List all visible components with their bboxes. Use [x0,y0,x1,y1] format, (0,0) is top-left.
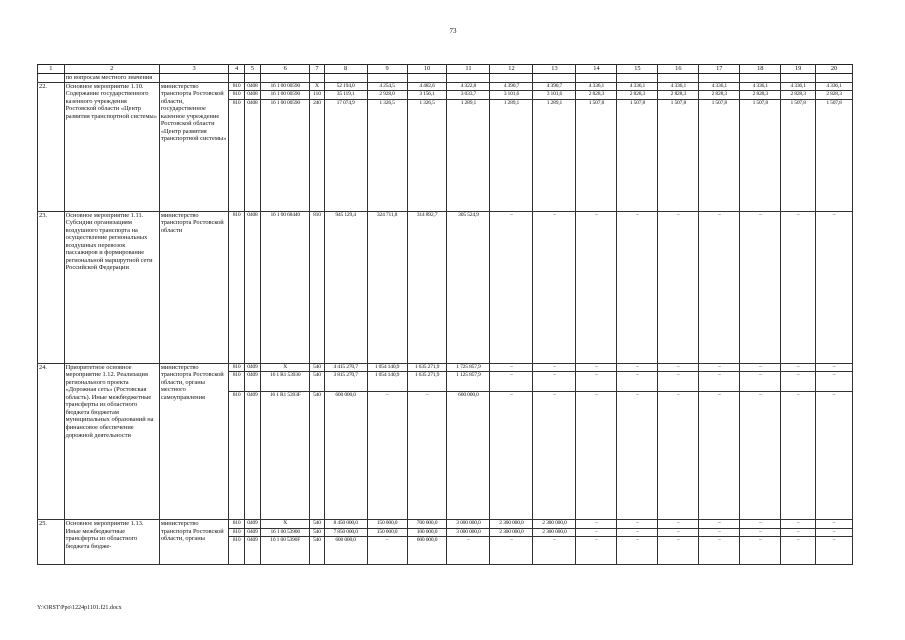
amount-cell: 1 635 271,9 [407,363,447,372]
amount-cell: 600 000,0 [447,392,490,520]
amount-cell: – [658,211,699,363]
column-header: 10 [407,65,447,74]
budget-code-cell: 16 1 R1 5393F [261,392,310,520]
empty-cell [244,74,260,83]
column-number-row [38,65,853,74]
budget-code-cell: 0409 [244,520,260,529]
empty-cell [261,74,310,83]
empty-cell [324,74,367,83]
amount-cell: 600 000,0 [324,537,367,565]
amount-cell: 305 524,9 [447,211,490,363]
budget-code-cell: Х [310,82,324,91]
amount-cell: 4 254,5 [367,82,407,91]
executor-name: министерство транспорта Ростовской области [159,211,229,363]
amount-cell: 4 482,6 [407,82,447,91]
amount-cell: – [740,372,781,392]
amount-cell: 2 828,3 [781,91,816,100]
amount-cell: – [576,392,617,520]
budget-code-cell: 0408 [244,211,260,363]
amount-cell: – [658,392,699,520]
amount-cell: – [490,372,533,392]
budget-code-cell: 16 1 00 68440 [261,211,310,363]
amount-cell: – [781,372,816,392]
column-header: 11 [447,65,490,74]
amount-cell: – [576,363,617,372]
amount-cell: 3 000 000,0 [447,528,490,537]
empty-cell [447,74,490,83]
amount-cell: 324 711,8 [367,211,407,363]
amount-cell: – [781,392,816,520]
amount-cell: – [367,537,407,565]
budget-code-cell: 810 [310,211,324,363]
amount-cell: – [617,363,658,372]
amount-cell: 100 000,0 [407,528,447,537]
budget-code-cell: 0409 [244,528,260,537]
amount-cell: – [658,372,699,392]
measure-description: Основное мероприятие 1.13. Иные межбюджетные трансферты из областного бюджета бюдже- [64,520,159,565]
amount-cell: 945 129,4 [324,211,367,363]
amount-cell: – [699,528,740,537]
amount-cell: – [576,520,617,529]
amount-cell: 2 300 000,0 [490,528,533,537]
column-header: 13 [533,65,576,74]
budget-code-cell: 110 [310,91,324,100]
amount-cell: 4 390,7 [533,82,576,91]
measure-description: Приоритетное основное мероприятие 1.12. Реализация регионального проекта «Дорожная сеть» (Ростовская область). Иные межбюджетные трансферты из областного бюджета бюджетам муниципальных образований на финансовое обеспечение дорожной деятельности [64,363,159,520]
empty-cell [576,74,617,83]
amount-cell: 1 289,1 [490,99,533,211]
budget-code-cell: 0409 [244,372,260,392]
amount-cell: 4 336,1 [576,82,617,91]
amount-cell: 314 892,7 [407,211,447,363]
column-header: 19 [781,65,816,74]
amount-cell: – [490,537,533,565]
empty-cell [699,74,740,83]
amount-cell: – [490,211,533,363]
executor-name: министерство транспорта Ростовской области, органы местного самоуправления [159,363,229,520]
budget-code-cell: 16 1 00 00590 [261,82,310,91]
amount-cell: – [816,211,853,363]
amount-cell: 2 828,3 [816,91,853,100]
amount-cell: 2 828,3 [740,91,781,100]
column-header: 20 [816,65,853,74]
amount-cell: – [617,537,658,565]
empty-cell [533,74,576,83]
empty-cell [490,74,533,83]
budget-code-cell: Х [261,363,310,372]
amount-cell: – [658,537,699,565]
amount-cell: – [740,363,781,372]
amount-cell: 3 815 270,7 [324,372,367,392]
budget-code-cell: 0408 [244,99,260,211]
amount-cell: 150 000,0 [367,520,407,529]
amount-cell: 2 828,3 [658,91,699,100]
budget-code-cell: 0408 [244,91,260,100]
budget-code-cell: 810 [229,363,244,372]
amount-cell: 1 326,5 [407,99,447,211]
column-header: 3 [159,65,229,74]
amount-cell: – [740,520,781,529]
amount-cell: – [781,520,816,529]
budget-code-cell: 16 1 00 53900 [261,528,310,537]
amount-cell: 600 000,0 [324,392,367,520]
budget-code-cell: 540 [310,520,324,529]
amount-cell: 1 054 140,9 [367,372,407,392]
empty-cell [407,74,447,83]
amount-cell: 3 101,6 [533,91,576,100]
amount-cell: – [816,528,853,537]
amount-cell: – [816,537,853,565]
page-number: 73 [449,27,457,35]
empty-cell [310,74,324,83]
empty-cell [740,74,781,83]
amount-cell: – [533,372,576,392]
amount-cell: – [658,520,699,529]
budget-code-cell: 810 [229,392,244,520]
amount-cell: 3 101,6 [490,91,533,100]
amount-cell: – [740,528,781,537]
row-number: 24. [38,363,65,520]
column-header: 14 [576,65,617,74]
budget-code-cell: 240 [310,99,324,211]
amount-cell: – [781,528,816,537]
amount-cell: 3 033,7 [447,91,490,100]
empty-cell [658,74,699,83]
amount-cell: 600 000,0 [407,537,447,565]
budget-code-cell: 810 [229,99,244,211]
budget-code-cell: 540 [310,537,324,565]
budget-code-cell: 0409 [244,392,260,520]
amount-cell: 1 507,8 [740,99,781,211]
amount-cell: – [740,392,781,520]
amount-cell: 4 322,8 [447,82,490,91]
amount-cell: – [533,392,576,520]
amount-cell: – [367,392,407,520]
column-header: 6 [261,65,310,74]
amount-cell: – [576,372,617,392]
budget-code-cell: 810 [229,91,244,100]
amount-cell: 2 300 000,0 [490,520,533,529]
amount-cell: – [781,537,816,565]
amount-cell: – [740,537,781,565]
amount-cell: 4 415 270,7 [324,363,367,372]
amount-cell: – [533,537,576,565]
executor-name: министерство транспорта Ростовской области, органы [159,520,229,565]
column-header: 5 [244,65,260,74]
amount-cell: – [816,372,853,392]
amount-cell: – [781,211,816,363]
empty-cell [229,74,244,83]
budget-code-cell: Х [261,520,310,529]
budget-code-cell: 540 [310,363,324,372]
amount-cell: – [533,363,576,372]
amount-cell: – [617,211,658,363]
empty-cell [367,74,407,83]
amount-cell: 2 300 000,0 [533,520,576,529]
column-header: 17 [699,65,740,74]
amount-cell: – [658,528,699,537]
budget-code-cell: 810 [229,520,244,529]
amount-cell: – [699,372,740,392]
amount-cell: – [816,520,853,529]
amount-cell: – [617,372,658,392]
amount-cell: 4 336,1 [617,82,658,91]
amount-cell: – [576,528,617,537]
budget-code-cell: 810 [229,537,244,565]
row-number: 22. [38,82,65,211]
amount-cell: – [576,537,617,565]
budget-code-cell: 540 [310,392,324,520]
amount-cell: 1 289,1 [447,99,490,211]
amount-cell: 4 336,1 [816,82,853,91]
amount-cell: 1 507,8 [658,99,699,211]
amount-cell: – [617,520,658,529]
budget-code-cell: 16 1 00 00590 [261,99,310,211]
measure-description: Основное мероприятие 1.10. Содержание государственного казенного учреждения Ростовской области «Центр развития транспортной системы» [64,82,159,211]
amount-cell: 150 000,0 [367,528,407,537]
amount-cell: 4 390,7 [490,82,533,91]
amount-cell: – [658,363,699,372]
amount-cell: 17 074,9 [324,99,367,211]
table-body [38,65,853,565]
measure-description: по вопросам местного значения [64,74,159,83]
amount-cell: – [699,392,740,520]
budget-code-cell: 0409 [244,363,260,372]
amount-cell: – [816,392,853,520]
amount-cell: 35 119,1 [324,91,367,100]
amount-cell: – [781,363,816,372]
amount-cell: 4 336,1 [699,82,740,91]
empty-cell [617,74,658,83]
row-number: 23. [38,211,65,363]
amount-cell: – [576,211,617,363]
empty-cell [781,74,816,83]
amount-cell: – [407,392,447,520]
budget-table [37,64,853,565]
amount-cell: 1 125 857,9 [447,372,490,392]
amount-cell: 52 194,0 [324,82,367,91]
amount-cell: 1 725 857,9 [447,363,490,372]
amount-cell: 1 507,8 [816,99,853,211]
amount-cell: 1 289,1 [533,99,576,211]
amount-cell: – [490,392,533,520]
amount-cell: – [533,211,576,363]
amount-cell: – [816,363,853,372]
budget-code-cell: 810 [229,82,244,91]
column-header: 4 [229,65,244,74]
table-row [38,211,853,363]
amount-cell: – [740,211,781,363]
amount-cell: 2 828,3 [576,91,617,100]
budget-code-cell: 540 [310,372,324,392]
amount-cell: 1 507,8 [781,99,816,211]
budget-code-cell: 0408 [244,82,260,91]
table-row [38,82,853,91]
column-header: 8 [324,65,367,74]
table-row [38,363,853,372]
amount-cell: – [699,520,740,529]
amount-cell: 1 054 140,9 [367,363,407,372]
budget-code-cell: 16 1 R1 53930 [261,372,310,392]
amount-cell: – [490,363,533,372]
amount-cell: 4 336,1 [781,82,816,91]
column-header: 16 [658,65,699,74]
amount-cell: – [699,211,740,363]
amount-cell: – [617,528,658,537]
amount-cell: 1 635 271,9 [407,372,447,392]
amount-cell: – [699,537,740,565]
amount-cell: 4 336,1 [740,82,781,91]
amount-cell: 3 156,1 [407,91,447,100]
row-number: 25. [38,520,65,565]
budget-code-cell: 810 [229,528,244,537]
amount-cell: 2 828,3 [699,91,740,100]
amount-cell: 1 326,5 [367,99,407,211]
budget-code-cell: 16 1 00 5390F [261,537,310,565]
amount-cell: 7 850 000,0 [324,528,367,537]
amount-cell: – [447,537,490,565]
column-header: 2 [64,65,159,74]
amount-cell: 1 507,8 [617,99,658,211]
measure-description: Основное мероприятие 1.11. Субсидии организациям воздушного транспорта на осуществление региональных воздушных перевозок пассажиров и формирование региональной маршрутной сети Российской Федерации [64,211,159,363]
column-header: 9 [367,65,407,74]
amount-cell: 8 450 000,0 [324,520,367,529]
empty-cell [159,74,229,83]
column-header: 1 [38,65,65,74]
footer-file-path: Y:\ORST\Ppo\1224p1101.f21.docx [37,605,122,611]
row-number [38,74,65,83]
amount-cell: 700 000,0 [407,520,447,529]
table-row [38,520,853,529]
amount-cell: 1 507,8 [576,99,617,211]
budget-code-cell: 540 [310,528,324,537]
amount-cell: – [699,363,740,372]
executor-name: министерство транспорта Ростовской области, государственное казенное учреждение Ростовской области «Центр развития транспортной системы» [159,82,229,211]
amount-cell: 2 300 000,0 [533,528,576,537]
column-header: 18 [740,65,781,74]
amount-cell: 2 828,3 [617,91,658,100]
column-header: 7 [310,65,324,74]
budget-code-cell: 810 [229,372,244,392]
budget-code-cell: 0409 [244,537,260,565]
amount-cell: – [617,392,658,520]
amount-cell: 2 928,0 [367,91,407,100]
amount-cell: 4 336,1 [658,82,699,91]
column-header: 12 [490,65,533,74]
amount-cell: 1 507,8 [699,99,740,211]
continuation-row [38,74,853,83]
budget-code-cell: 16 1 00 00590 [261,91,310,100]
amount-cell: 3 000 000,0 [447,520,490,529]
column-header: 15 [617,65,658,74]
budget-code-cell: 810 [229,211,244,363]
empty-cell [816,74,853,83]
